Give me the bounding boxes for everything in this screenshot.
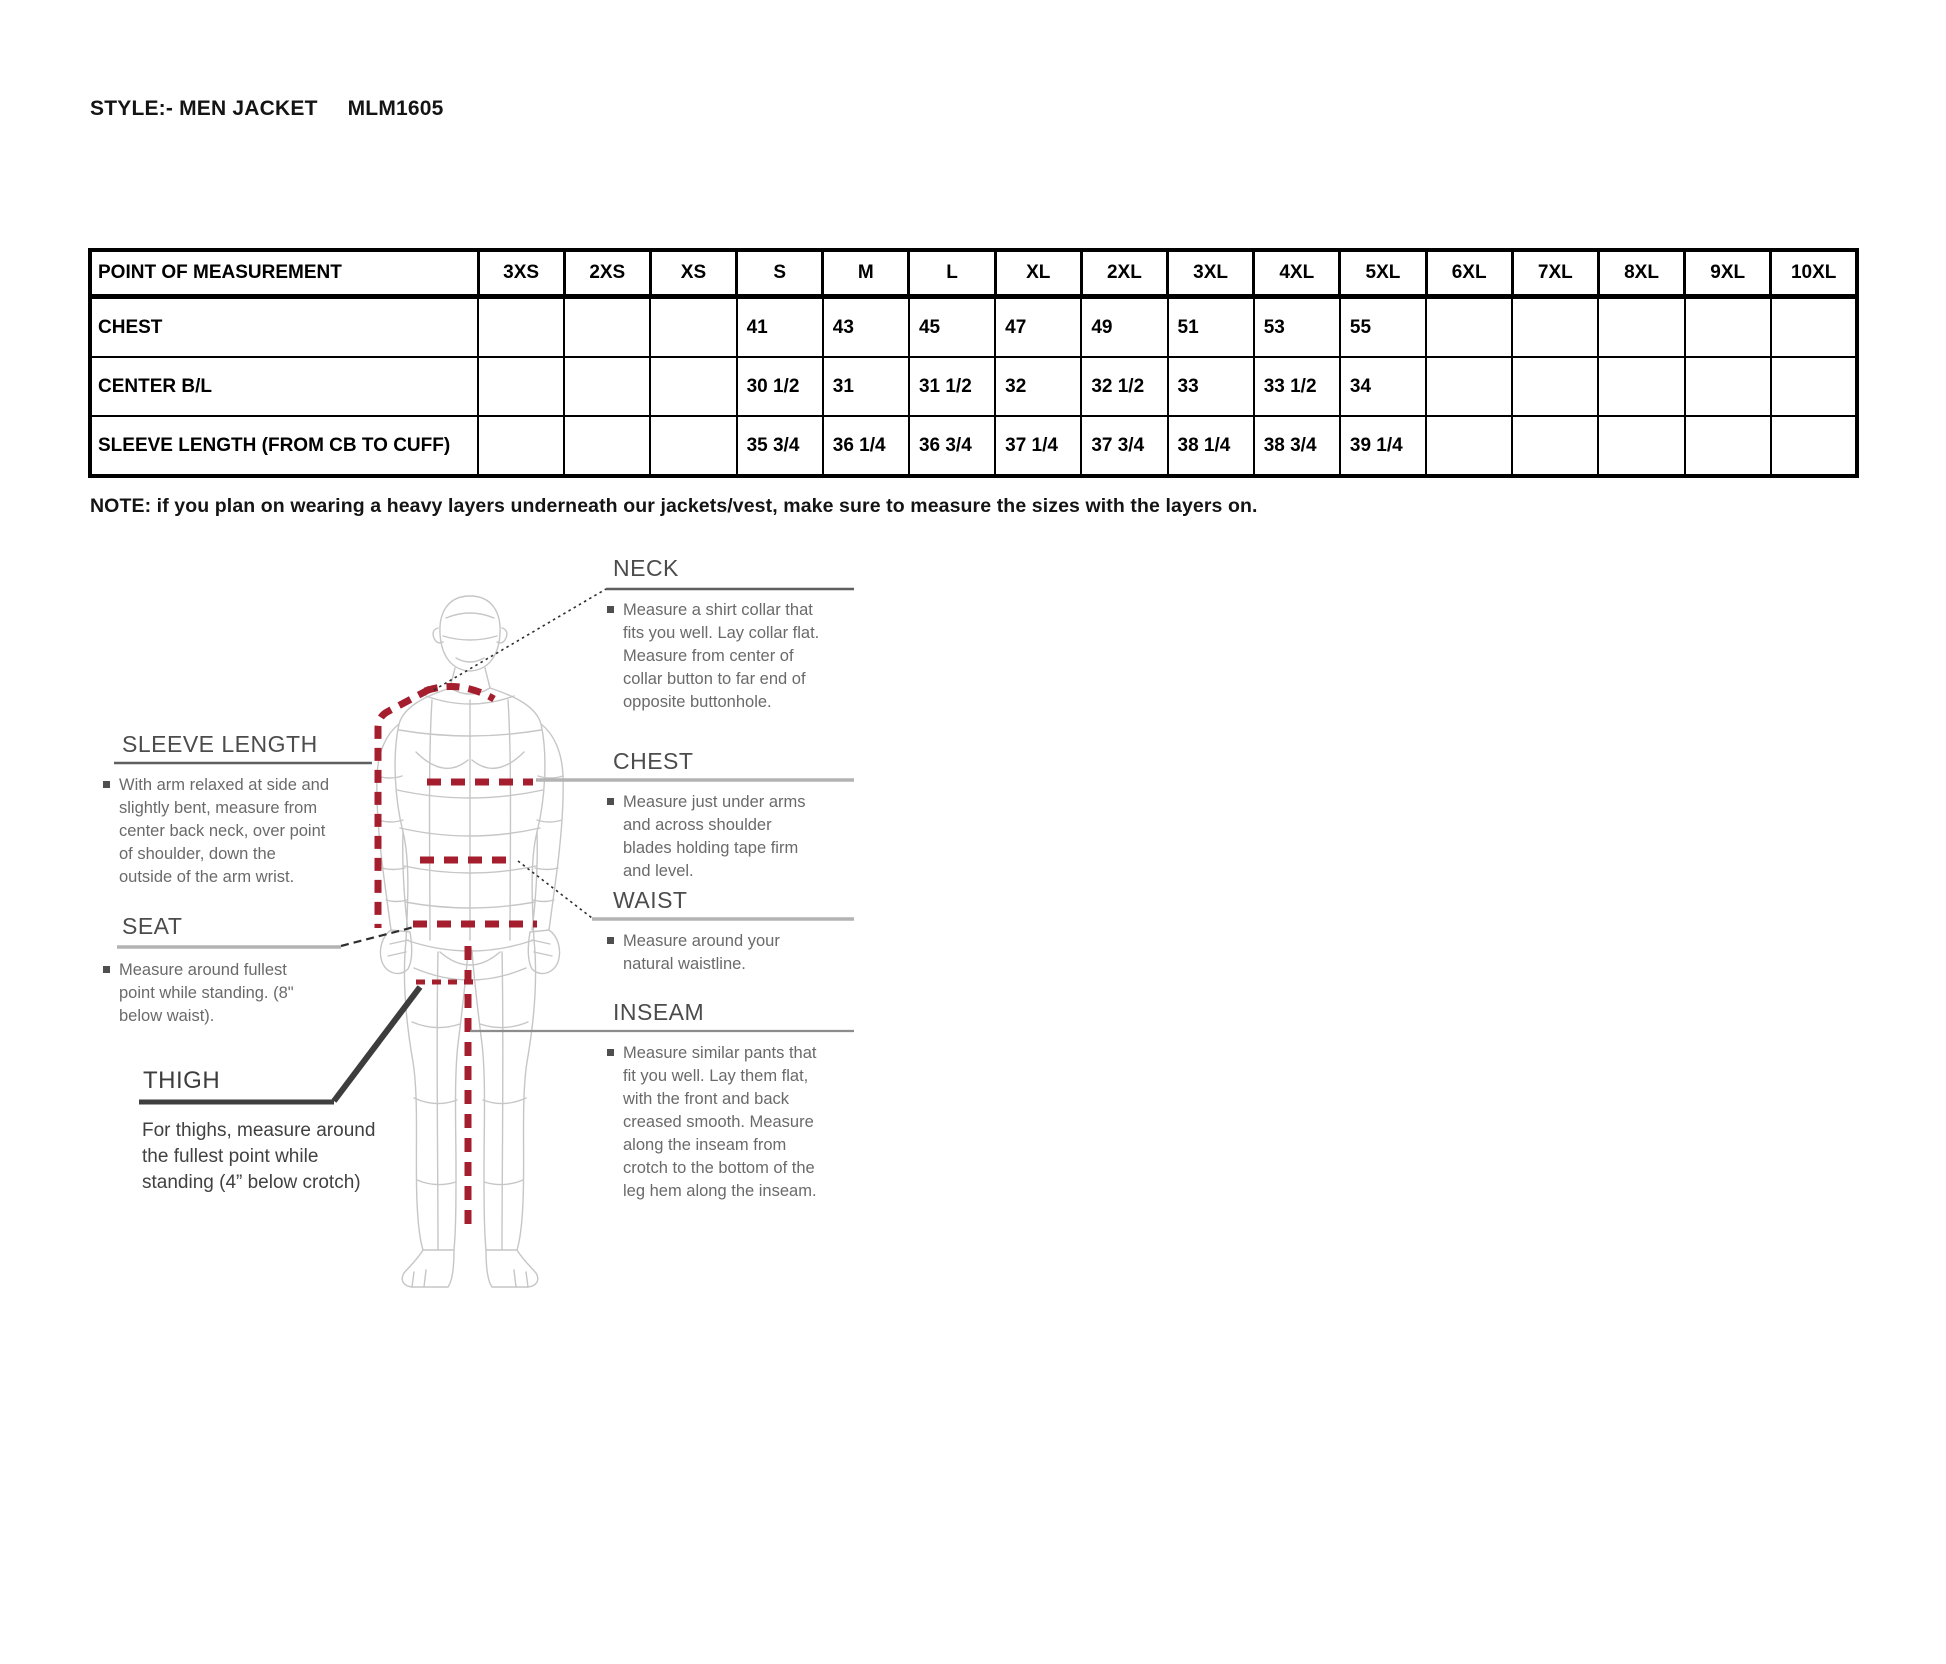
size-value [1685, 357, 1771, 416]
size-column-header: 3XS [478, 250, 564, 297]
size-value [1512, 357, 1598, 416]
size-value [650, 357, 736, 416]
square-bullet-icon [607, 606, 614, 613]
size-table-header-row [90, 250, 1857, 297]
size-value [1771, 357, 1857, 416]
body-figure-wireframe [377, 596, 563, 1287]
sleeve-length-section-title: SLEEVE LENGTH [122, 731, 318, 757]
size-value [1685, 297, 1771, 358]
size-value [1598, 357, 1684, 416]
square-bullet-icon [103, 781, 110, 788]
thigh-section-title: THIGH [143, 1067, 221, 1094]
size-column-header: 4XL [1254, 250, 1340, 297]
size-column-header: 2XL [1081, 250, 1167, 297]
square-bullet-icon [607, 937, 614, 944]
table-row [90, 297, 1857, 358]
size-table-body [90, 297, 1857, 477]
thigh-section-text: For thighs, measure around the fullest point while standing (4” below crotch) [142, 1120, 376, 1193]
row-label: SLEEVE LENGTH (FROM CB TO CUFF) [90, 416, 478, 476]
row-label: CENTER B/L [90, 357, 478, 416]
size-value [650, 297, 736, 358]
size-value: 35 3/4 [737, 416, 823, 476]
size-table [88, 248, 1859, 478]
chest-section-title: CHEST [613, 748, 694, 774]
size-value: 43 [823, 297, 909, 358]
size-value [1512, 297, 1598, 358]
size-value [650, 416, 736, 476]
measurement-dash-lines [378, 687, 537, 1233]
style-code: MLM1605 [347, 97, 444, 120]
size-column-header: M [823, 250, 909, 297]
size-column-header: 9XL [1685, 250, 1771, 297]
neck-section-text: Measure a shirt collar that fits you well. Lay collar flat. Measure from center of collar button to far end of opposite buttonhole. [607, 599, 823, 714]
table-row [90, 357, 1857, 416]
square-bullet-icon [607, 1049, 614, 1056]
size-column-header: XS [650, 250, 736, 297]
size-column-header: 7XL [1512, 250, 1598, 297]
size-column-header: 2XS [564, 250, 650, 297]
size-value [1598, 416, 1684, 476]
size-value [1771, 297, 1857, 358]
size-value: 38 1/4 [1168, 416, 1254, 476]
size-value: 53 [1254, 297, 1340, 358]
size-value [1512, 416, 1598, 476]
size-value: 36 3/4 [909, 416, 995, 476]
size-value: 33 [1168, 357, 1254, 416]
size-column-header: 8XL [1598, 250, 1684, 297]
size-value: 55 [1340, 297, 1426, 358]
size-column-header: S [737, 250, 823, 297]
size-value: 30 1/2 [737, 357, 823, 416]
size-value: 49 [1081, 297, 1167, 358]
waist-section-text: Measure around your natural waistline. [607, 930, 797, 976]
size-value [478, 297, 564, 358]
size-value: 39 1/4 [1340, 416, 1426, 476]
size-column-header: 3XL [1168, 250, 1254, 297]
sleeve-length-section-text: With arm relaxed at side and slightly bent, measure from center back neck, over point of shoulder, down the outside of the arm wrist. [103, 774, 331, 889]
size-value: 33 1/2 [1254, 357, 1340, 416]
size-value [1685, 416, 1771, 476]
note-text: NOTE: if you plan on wearing a heavy layers underneath our jackets/vest, make sure to measure the sizes with the layers on. [90, 495, 1258, 517]
size-value [1426, 416, 1512, 476]
size-column-header: 10XL [1771, 250, 1857, 297]
size-value: 38 3/4 [1254, 416, 1340, 476]
size-column-header: XL [995, 250, 1081, 297]
size-value: 45 [909, 297, 995, 358]
size-value: 34 [1340, 357, 1426, 416]
style-label: STYLE:- MEN JACKET [90, 97, 318, 120]
waist-section-title: WAIST [613, 887, 688, 913]
size-value [1426, 297, 1512, 358]
square-bullet-icon [103, 966, 110, 973]
size-value: 31 1/2 [909, 357, 995, 416]
size-value [1771, 416, 1857, 476]
size-value [564, 297, 650, 358]
size-value: 41 [737, 297, 823, 358]
inseam-section-title: INSEAM [613, 999, 705, 1025]
square-bullet-icon [607, 798, 614, 805]
inseam-section-text: Measure similar pants that fit you well. Lay them flat, with the front and back creased smooth. Measure along the inseam from crotch to the bottom of the leg hem along the inseam. [607, 1042, 823, 1203]
size-table-head [90, 250, 1857, 297]
table-row [90, 416, 1857, 476]
row-label: CHEST [90, 297, 478, 358]
neck-section-title: NECK [613, 555, 679, 581]
size-value: 37 1/4 [995, 416, 1081, 476]
size-value [1426, 357, 1512, 416]
size-column-header: 6XL [1426, 250, 1512, 297]
callout-lines [334, 589, 606, 1101]
size-column-header: L [909, 250, 995, 297]
size-value [478, 416, 564, 476]
size-value: 32 [995, 357, 1081, 416]
size-value [1598, 297, 1684, 358]
size-value [478, 357, 564, 416]
size-value: 47 [995, 297, 1081, 358]
size-value: 51 [1168, 297, 1254, 358]
point-of-measurement-header: POINT OF MEASUREMENT [90, 250, 478, 297]
document-title [90, 97, 444, 121]
size-value: 36 1/4 [823, 416, 909, 476]
chest-section-text: Measure just under arms and across shoulder blades holding tape firm and level. [607, 791, 823, 883]
size-value: 37 3/4 [1081, 416, 1167, 476]
size-value [564, 357, 650, 416]
size-column-header: 5XL [1340, 250, 1426, 297]
size-value [564, 416, 650, 476]
size-value: 32 1/2 [1081, 357, 1167, 416]
size-value: 31 [823, 357, 909, 416]
seat-section-title: SEAT [122, 913, 183, 939]
seat-section-text: Measure around fullest point while standing. (8" below waist). [103, 959, 301, 1028]
